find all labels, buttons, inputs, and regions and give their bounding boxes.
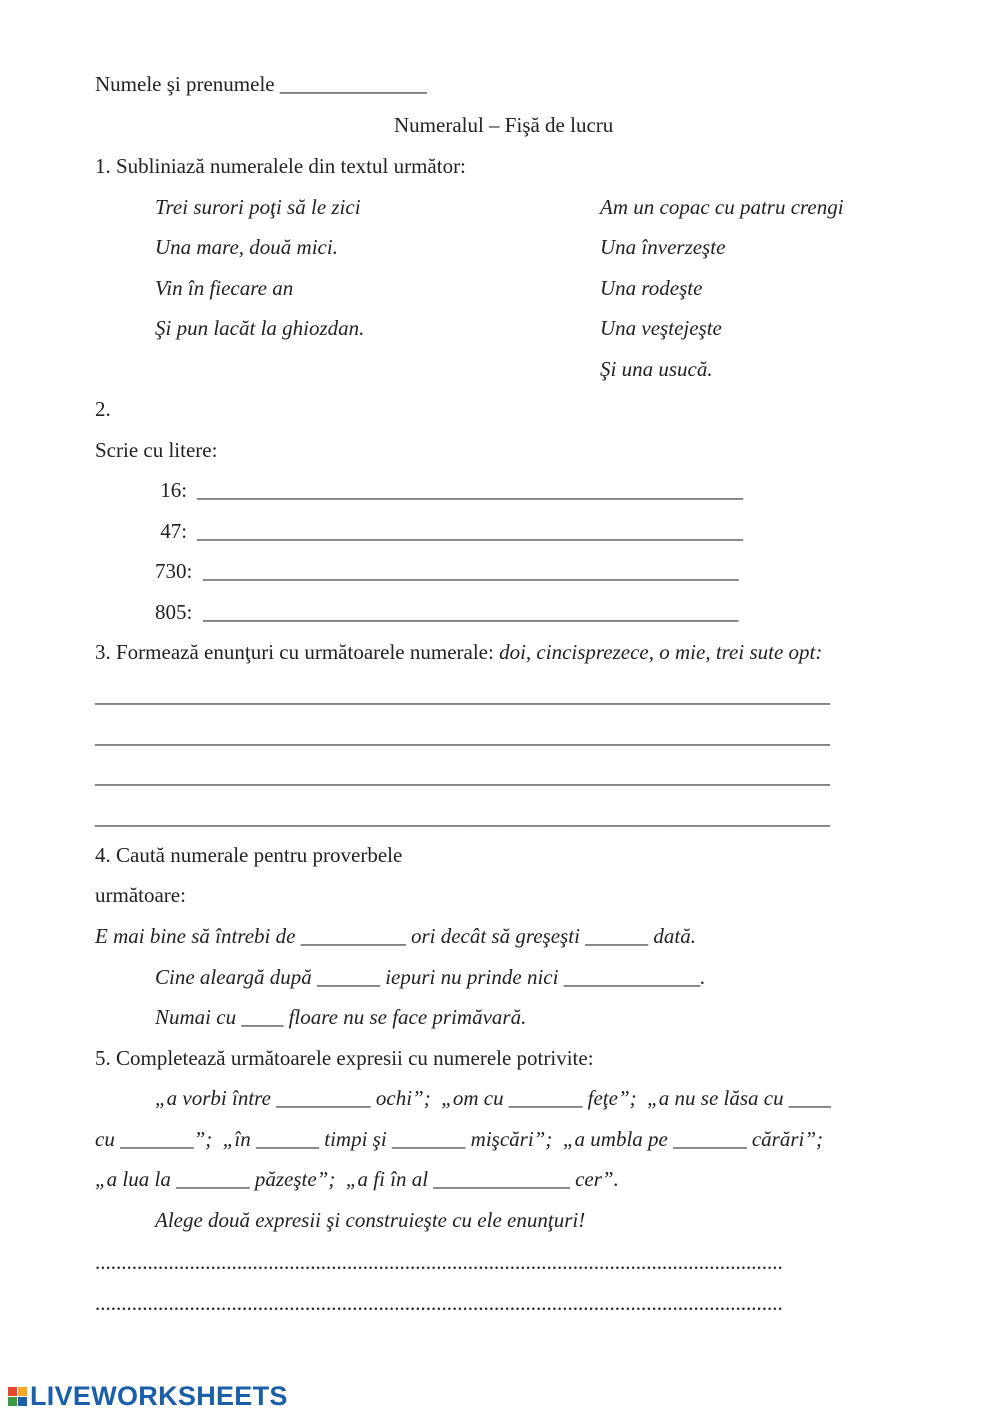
- logo-square-blue: [18, 1397, 27, 1406]
- poem-left-line[interactable]: Vin în fiecare an: [155, 276, 294, 300]
- liveworksheets-logo[interactable]: [8, 1382, 288, 1410]
- logo-text: LIVEWORKSHEETS: [30, 1380, 288, 1411]
- exercise-3-instruction-text: 3. Formează enunţuri cu următoarele numerale:: [95, 640, 500, 664]
- answer-blank[interactable]: ____________________________________________________: [197, 519, 743, 543]
- exercise-1-instruction: 1. Subliniază numeralele din textul următor:: [95, 154, 466, 178]
- worksheet-title: Numeralul – Fişă de lucru: [394, 113, 614, 137]
- exercise-5-task: Alege două expresii şi construieşte cu ele enunţuri!: [155, 1208, 586, 1232]
- exercise-3-instruction: [95, 640, 822, 665]
- name-field-line[interactable]: Numele şi prenumele ______________: [95, 72, 427, 96]
- exercise-5-instruction: 5. Completează următoarele expresii cu numerele potrivite:: [95, 1046, 594, 1070]
- answer-blank[interactable]: ___________________________________________________: [203, 600, 739, 624]
- answer-blank[interactable]: ___________________________________________________: [203, 559, 739, 583]
- number-label: 16:: [155, 478, 188, 502]
- poem-left-line[interactable]: Trei surori poţi să le zici: [155, 195, 361, 219]
- logo-square-green: [8, 1397, 17, 1406]
- logo-mark-icon: [8, 1387, 27, 1406]
- logo-square-red: [8, 1387, 17, 1396]
- expression-line[interactable]: „a vorbi între _________ ochi”; „om cu _______ feţe”; „a nu se lăsa cu ____: [155, 1086, 831, 1110]
- expression-line[interactable]: „a lua la _______ păzeşte”; „a fi în al _____________ cer”.: [95, 1167, 619, 1191]
- proverb-line[interactable]: Cine aleargă după ______ iepuri nu prinde nici _____________.: [155, 965, 706, 989]
- answer-line[interactable]: ______________________________________________________________________: [95, 724, 830, 748]
- poem-right-line[interactable]: Una înverzeşte: [600, 235, 726, 259]
- dotted-answer-line[interactable]: ...................................................................................................................................: [95, 1291, 783, 1315]
- logo-square-orange: [18, 1387, 27, 1396]
- poem-right-line[interactable]: Şi una usucă.: [600, 357, 713, 381]
- number-label: 47:: [155, 519, 188, 543]
- exercise-4-instruction: 4. Caută numerale pentru proverbele: [95, 843, 403, 867]
- dotted-answer-line[interactable]: ...................................................................................................................................: [95, 1250, 783, 1274]
- exercise-3-numerals: doi, cincisprezece, o mie, trei sute opt:: [499, 640, 823, 664]
- answer-blank[interactable]: ____________________________________________________: [197, 478, 743, 502]
- answer-line[interactable]: ______________________________________________________________________: [95, 764, 830, 788]
- proverb-line[interactable]: Numai cu ____ floare nu se face primăvară.: [155, 1005, 527, 1029]
- poem-right-line[interactable]: Una rodeşte: [600, 276, 703, 300]
- expression-line[interactable]: cu _______”; „în ______ timpi şi _______ mişcări”; „a umbla pe _______ cărări”;: [95, 1127, 824, 1151]
- poem-left-line[interactable]: Una mare, două mici.: [155, 235, 338, 259]
- exercise-2-instruction: Scrie cu litere:: [95, 438, 218, 462]
- answer-line[interactable]: ______________________________________________________________________: [95, 805, 830, 829]
- answer-line[interactable]: ______________________________________________________________________: [95, 683, 830, 707]
- poem-right-line[interactable]: Am un copac cu patru crengi: [600, 195, 844, 219]
- exercise-2-number: 2.: [95, 397, 111, 421]
- number-label: 730:: [155, 559, 193, 583]
- poem-left-line[interactable]: Şi pun lacăt la ghiozdan.: [155, 316, 365, 340]
- exercise-4-instruction-cont: următoare:: [95, 883, 186, 907]
- poem-right-line[interactable]: Una veştejeşte: [600, 316, 722, 340]
- proverb-line[interactable]: E mai bine să întrebi de __________ ori decât să greşeşti ______ dată.: [95, 924, 696, 948]
- number-label: 805:: [155, 600, 193, 624]
